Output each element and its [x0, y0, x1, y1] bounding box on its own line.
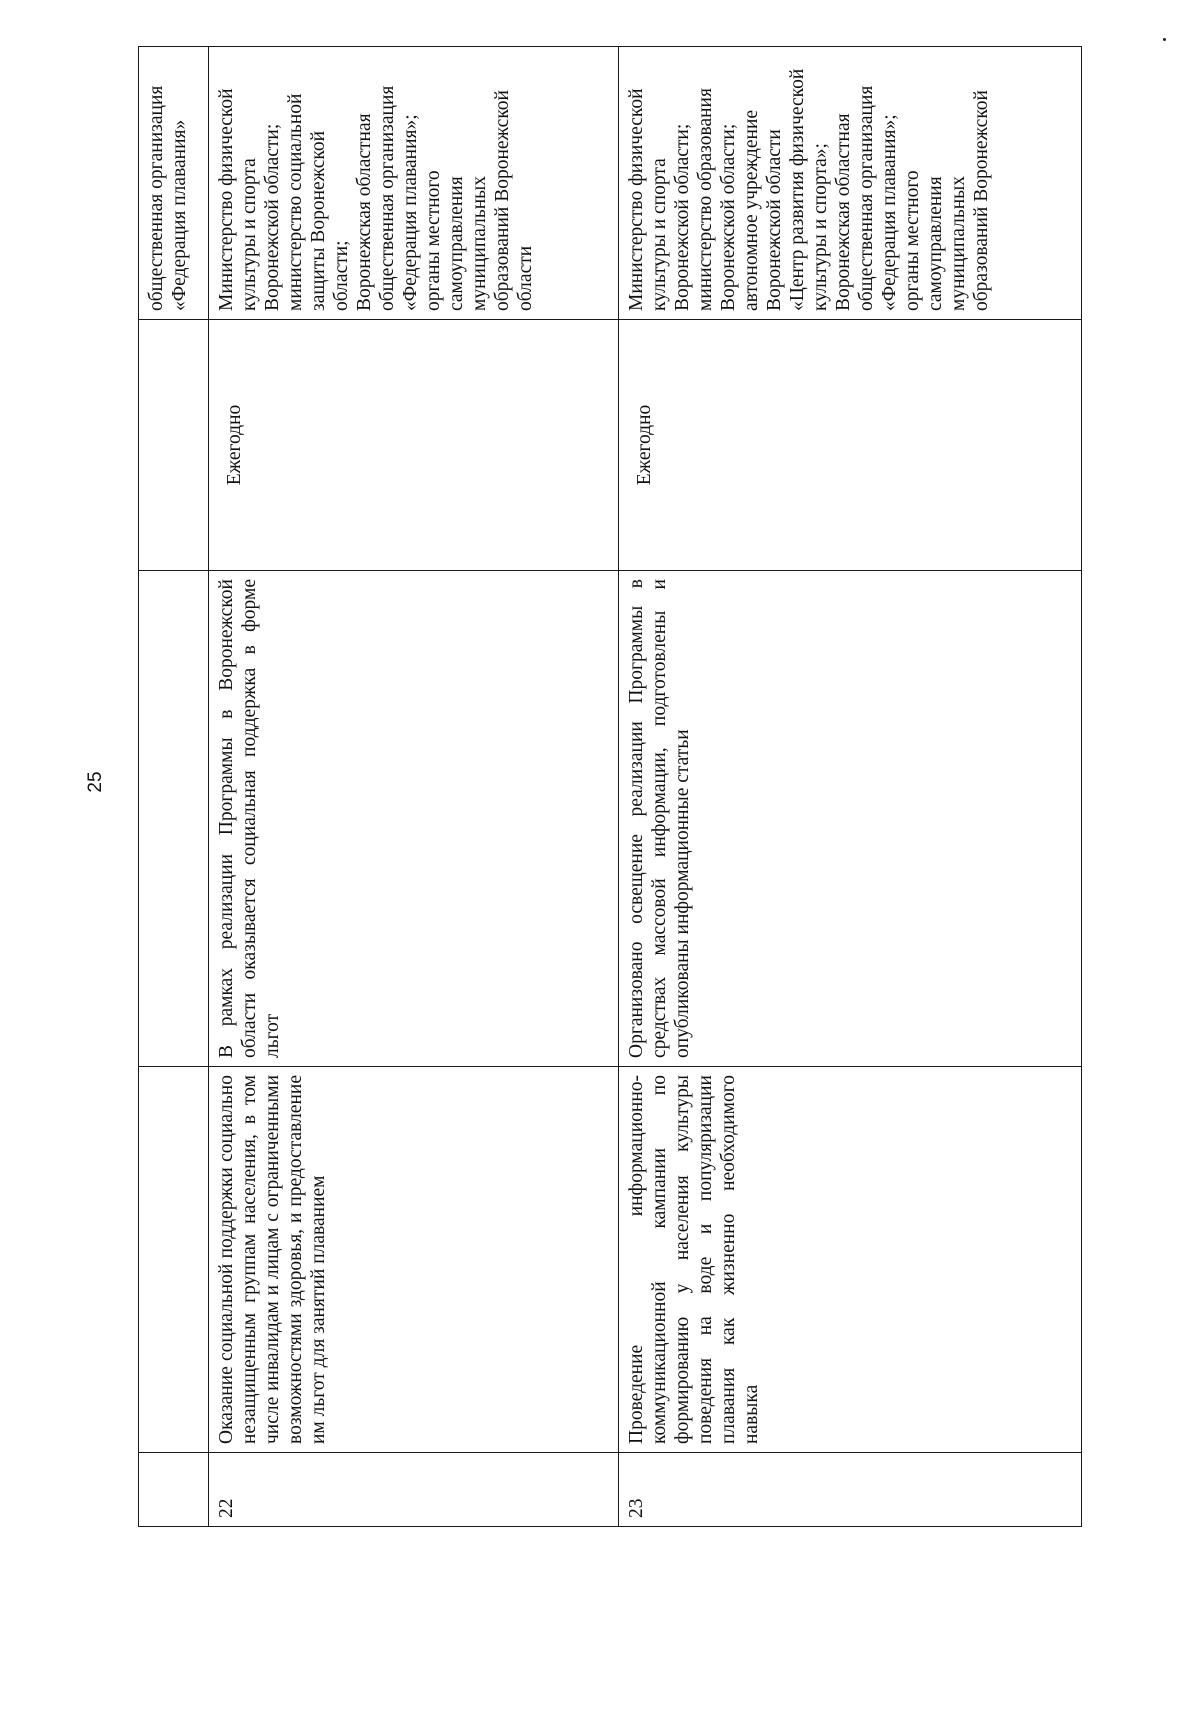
cell-executors: [619, 47, 1082, 320]
executor-line: области;: [331, 240, 352, 311]
executor-line: области: [515, 245, 536, 311]
executor-line: образований Воронежской: [971, 90, 992, 311]
measures-table: [138, 46, 1082, 1527]
executor-line: муниципальных: [469, 175, 490, 311]
cell-number: 23: [619, 1453, 1082, 1527]
cell-result: В рамках реализации Программы в Воронежской области оказывается социальная поддержка в форме льгот: [209, 571, 619, 1067]
cell-result: [139, 571, 209, 1067]
executor-line: общественная организация: [146, 85, 167, 311]
executor-line: Воронежская областная: [833, 113, 854, 311]
executor-line: Воронежской области;: [262, 123, 283, 311]
table-row-23: [619, 47, 1082, 1527]
table-row-22: [209, 47, 619, 1527]
executor-line: Министерство физической: [216, 88, 237, 311]
executor-line: Воронежской области: [764, 129, 785, 311]
executor-line: министерство социальной: [285, 93, 306, 311]
cell-event: Оказание социальной поддержки социально незащищенным группам населения, в том числе инвалидам и лицам с ограниченными возможностями здоровья, и предоставление им льгот для занятий плаванием: [209, 1067, 619, 1453]
table-row-continuation: [139, 47, 209, 1527]
executor-line: органы местного: [423, 170, 444, 311]
cell-term: Ежегодно: [209, 320, 619, 571]
scan-speck: [1163, 38, 1166, 41]
executor-line: культуры и спорта»;: [810, 143, 831, 311]
cell-result: Организовано освещение реализации Программы в средствах массовой информации, подготовлены и опубликованы информационные статьи: [619, 571, 1082, 1067]
executor-line: «Федерация плавания»;: [400, 114, 421, 311]
page-number-text: 25: [85, 771, 106, 793]
executor-line: министерство образования: [695, 88, 716, 311]
executor-line: муниципальных: [948, 175, 969, 311]
executor-line: Воронежской области;: [672, 123, 693, 311]
executor-line: образований Воронежской: [492, 90, 513, 311]
cell-executors: [139, 47, 209, 320]
cell-executors: [209, 47, 619, 320]
executor-line: культуры и спорта: [239, 158, 260, 311]
rotated-table-container: [138, 47, 1082, 1527]
cell-event: [139, 1067, 209, 1453]
executor-line: защиты Воронежской: [308, 130, 329, 311]
executor-line: Воронежская областная: [354, 113, 375, 311]
executor-line: «Центр развития физической: [787, 68, 808, 311]
cell-term: Ежегодно: [619, 320, 1082, 571]
executor-line: Воронежской области;: [718, 123, 739, 311]
executor-line: «Федерация плавания»;: [879, 114, 900, 311]
executor-line: самоуправления: [446, 176, 467, 311]
executor-line: «Федерация плавания»: [169, 119, 190, 311]
cell-number: [139, 1453, 209, 1527]
executor-line: Министерство физической: [626, 88, 647, 311]
executor-line: самоуправления: [925, 176, 946, 311]
executor-line: общественная организация: [856, 85, 877, 311]
cell-number: 22: [209, 1453, 619, 1527]
cell-term: [139, 320, 209, 571]
executor-line: общественная организация: [377, 85, 398, 311]
executor-line: автономное учреждение: [741, 109, 762, 311]
cell-event: Проведение информационно-коммуникационной кампании по формированию у населения культуры поведения на воде и популяризации плавания как жизненно необходимого навыка: [619, 1067, 1082, 1453]
executor-line: культуры и спорта: [649, 158, 670, 311]
executor-line: органы местного: [902, 170, 923, 311]
